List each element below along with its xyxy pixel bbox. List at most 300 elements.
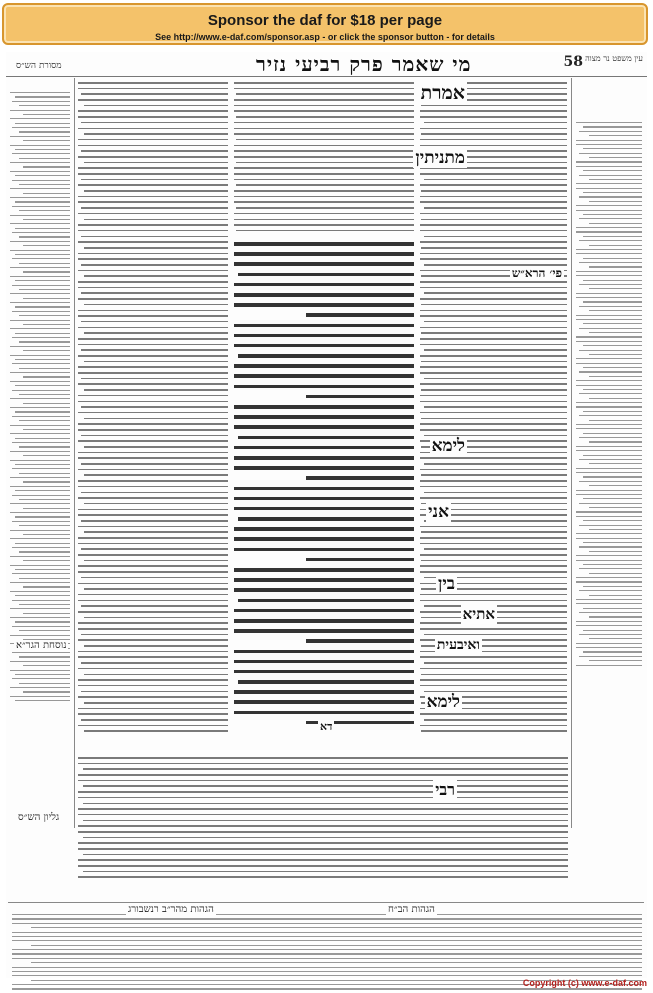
text-line <box>234 619 414 623</box>
text-line <box>12 206 70 207</box>
text-line <box>576 161 642 162</box>
text-line <box>12 936 642 937</box>
text-line <box>576 144 642 145</box>
text-line <box>84 304 228 306</box>
text-line <box>424 349 567 351</box>
text-line <box>78 298 228 300</box>
text-line <box>78 457 228 459</box>
text-line <box>589 616 642 617</box>
text-line <box>81 236 228 238</box>
text-line <box>420 537 567 539</box>
text-line <box>589 638 642 639</box>
text-line <box>83 871 568 873</box>
text-line <box>78 622 228 624</box>
text-line <box>234 385 414 389</box>
text-line <box>15 201 70 202</box>
text-line <box>19 315 70 316</box>
text-line <box>23 298 70 299</box>
text-line <box>234 173 414 175</box>
text-line <box>579 306 642 307</box>
text-line <box>583 608 642 609</box>
text-line <box>78 167 228 169</box>
text-line <box>78 116 228 118</box>
text-line <box>420 372 567 374</box>
text-line <box>234 466 414 470</box>
text-line <box>15 385 70 386</box>
text-line <box>10 556 70 557</box>
text-line <box>83 785 568 787</box>
text-line <box>589 288 642 289</box>
text-line <box>78 213 228 215</box>
text-line <box>424 292 567 294</box>
text-line <box>78 725 228 727</box>
text-line <box>15 490 70 491</box>
text-line <box>576 385 642 386</box>
text-line <box>19 210 70 211</box>
text-line <box>23 481 70 482</box>
text-line <box>420 565 567 567</box>
column-rule <box>571 78 572 828</box>
text-line <box>12 958 642 959</box>
text-line <box>234 88 414 90</box>
dibbur-hamatchil-ani: אני <box>428 502 449 522</box>
text-line <box>10 250 70 251</box>
text-line <box>579 437 642 438</box>
text-line <box>579 131 642 132</box>
dibbur-hamatchil-leima-2: לימא <box>426 692 460 712</box>
text-line <box>576 210 642 211</box>
text-line <box>234 446 414 450</box>
text-line <box>78 825 568 827</box>
text-line <box>78 344 228 346</box>
text-line <box>420 423 567 425</box>
text-line <box>579 459 642 460</box>
text-line <box>81 719 228 721</box>
text-line <box>234 105 414 107</box>
text-line <box>23 114 70 115</box>
text-line <box>234 507 414 511</box>
text-line <box>78 128 228 130</box>
text-line <box>576 625 642 626</box>
text-line <box>10 276 70 277</box>
talmud-page-scan <box>6 52 647 978</box>
text-line <box>420 298 567 300</box>
dibbur-hamatchil-bein: בין <box>438 574 455 594</box>
text-line <box>579 371 642 372</box>
text-line <box>19 446 70 447</box>
text-line <box>10 92 70 93</box>
text-line <box>234 690 414 694</box>
text-line <box>10 136 70 137</box>
text-line <box>234 456 414 460</box>
text-line <box>78 224 228 226</box>
text-line <box>78 859 568 861</box>
text-line <box>19 656 70 657</box>
text-line <box>579 240 642 241</box>
text-line <box>78 184 228 186</box>
text-line <box>78 791 568 793</box>
text-line <box>576 315 642 316</box>
text-line <box>12 932 642 933</box>
text-line <box>15 306 70 307</box>
text-line <box>81 492 228 494</box>
text-line <box>23 613 70 614</box>
text-line <box>576 621 642 622</box>
copyright-notice[interactable]: Copyright (c) www.e-daf.com <box>522 978 647 988</box>
text-line <box>78 281 228 283</box>
text-line <box>15 96 70 97</box>
text-line <box>81 577 228 579</box>
text-line <box>420 526 567 528</box>
text-line <box>19 105 70 106</box>
text-line <box>421 474 567 476</box>
text-line <box>19 263 70 264</box>
text-line <box>15 543 70 544</box>
text-line <box>576 577 642 578</box>
text-line <box>81 378 228 380</box>
text-line <box>12 311 70 312</box>
text-line <box>15 595 70 596</box>
text-line <box>234 711 414 715</box>
text-line <box>234 548 414 552</box>
text-line <box>576 336 642 337</box>
text-line <box>78 543 228 545</box>
text-line <box>78 338 228 340</box>
text-line <box>78 509 228 511</box>
text-line <box>78 412 228 414</box>
text-line <box>583 323 642 324</box>
text-line <box>234 167 414 169</box>
text-line <box>306 558 414 562</box>
text-line <box>10 346 70 347</box>
text-line <box>420 685 567 687</box>
text-line <box>576 406 642 407</box>
page-number: 58 <box>563 54 583 70</box>
text-line <box>78 774 568 776</box>
text-line <box>583 148 642 149</box>
text-line <box>234 374 414 378</box>
text-line <box>10 425 70 426</box>
text-line <box>234 293 414 297</box>
text-line <box>10 223 70 224</box>
text-line <box>576 643 642 644</box>
text-line <box>10 538 70 539</box>
text-line <box>576 647 642 648</box>
text-line <box>78 139 228 141</box>
text-line <box>234 128 414 130</box>
text-line <box>420 355 567 357</box>
text-line <box>234 568 414 572</box>
text-line <box>234 670 414 674</box>
text-line <box>576 380 642 381</box>
text-line <box>10 670 70 671</box>
text-line <box>589 135 642 136</box>
text-line <box>19 551 70 552</box>
hagahot-maharab-heading: הגהות מהר״ב רנשבורג <box>128 904 214 915</box>
text-line <box>576 599 642 600</box>
text-line <box>10 503 70 504</box>
text-line <box>424 463 567 465</box>
pi-harosh-heading: פי׳ הרא״ש <box>511 266 562 280</box>
text-line <box>234 262 414 266</box>
text-line <box>84 332 228 334</box>
text-line <box>10 355 70 356</box>
text-line <box>234 537 414 541</box>
text-line <box>589 179 642 180</box>
text-line <box>12 232 70 233</box>
text-line <box>583 564 642 565</box>
text-line <box>420 173 567 175</box>
text-line <box>576 581 642 582</box>
text-line <box>420 366 567 368</box>
text-line <box>81 605 228 607</box>
text-line <box>81 292 228 294</box>
text-line <box>576 494 642 495</box>
text-line <box>78 440 228 442</box>
text-line <box>84 702 228 704</box>
text-line <box>78 651 228 653</box>
text-line <box>15 621 70 622</box>
text-line <box>579 634 642 635</box>
text-line <box>78 173 228 175</box>
text-line <box>583 126 642 127</box>
text-line <box>576 275 642 276</box>
text-line <box>15 700 70 701</box>
text-line <box>238 599 414 603</box>
text-line <box>234 242 414 246</box>
text-line <box>19 525 70 526</box>
text-line <box>10 320 70 321</box>
text-line <box>238 436 414 440</box>
text-line <box>576 166 642 167</box>
text-line <box>83 768 568 770</box>
text-line <box>420 315 567 317</box>
text-line <box>583 389 642 390</box>
text-line <box>78 685 228 687</box>
text-line <box>420 486 567 488</box>
text-line <box>234 660 414 664</box>
text-line <box>420 412 567 414</box>
text-line <box>576 511 642 512</box>
text-line <box>12 652 70 653</box>
text-line <box>12 918 642 919</box>
text-line <box>19 473 70 474</box>
gilyon-hashas-heading: גליון הש״ס <box>18 812 60 823</box>
text-line <box>78 486 228 488</box>
text-line <box>10 328 70 329</box>
text-line <box>15 123 70 124</box>
text-line <box>78 372 228 374</box>
text-line <box>576 122 642 123</box>
text-line <box>19 499 70 500</box>
text-line <box>10 451 70 452</box>
text-line <box>579 262 642 263</box>
text-line <box>84 247 228 249</box>
page-header <box>6 52 647 77</box>
text-line <box>421 219 567 221</box>
text-line <box>78 797 568 799</box>
text-line <box>234 201 414 203</box>
text-line <box>420 457 567 459</box>
text-line <box>19 289 70 290</box>
text-line <box>84 361 228 363</box>
dibbur-hamatchil-atia: אתיא <box>462 605 495 623</box>
text-line <box>589 354 642 355</box>
text-line <box>19 683 70 684</box>
text-line <box>424 122 567 124</box>
text-line <box>589 441 642 442</box>
text-line <box>420 395 567 397</box>
text-line <box>78 679 228 681</box>
text-line <box>421 332 567 334</box>
text-line <box>81 321 228 323</box>
text-line <box>234 283 414 287</box>
text-line <box>84 503 228 505</box>
text-line <box>576 560 642 561</box>
text-line <box>10 398 70 399</box>
text-line <box>78 696 228 698</box>
sponsor-title[interactable]: Sponsor the daf for $18 per page <box>207 12 443 29</box>
text-line <box>579 503 642 504</box>
text-line <box>583 520 642 521</box>
text-line <box>234 196 414 198</box>
text-line <box>12 953 642 954</box>
text-line <box>420 139 567 141</box>
text-line <box>420 469 567 471</box>
text-line <box>31 962 642 963</box>
text-line <box>234 122 414 124</box>
text-line <box>78 480 228 482</box>
text-line <box>78 429 228 431</box>
text-line <box>234 415 414 419</box>
text-line <box>576 183 642 184</box>
text-line <box>576 468 642 469</box>
sponsor-banner[interactable] <box>2 3 648 45</box>
text-line <box>10 591 70 592</box>
text-line <box>579 481 642 482</box>
text-line <box>23 219 70 220</box>
text-line <box>424 406 567 408</box>
text-line <box>420 184 567 186</box>
text-line <box>589 310 642 311</box>
text-line <box>23 140 70 141</box>
text-line <box>576 249 642 250</box>
text-line <box>420 110 567 112</box>
top-commentary <box>234 82 414 236</box>
text-line <box>81 150 228 152</box>
text-line <box>84 275 228 277</box>
text-line <box>234 344 414 348</box>
text-line <box>31 945 642 946</box>
text-line <box>236 184 414 186</box>
text-line <box>576 490 642 491</box>
text-line <box>420 594 567 596</box>
text-line <box>15 516 70 517</box>
text-line <box>12 975 642 976</box>
text-line <box>420 281 567 283</box>
text-line <box>579 612 642 613</box>
text-line <box>23 455 70 456</box>
text-line <box>236 230 414 232</box>
text-line <box>84 645 228 647</box>
text-line <box>236 93 414 95</box>
dibbur-hamatchil-rabi: רבי <box>435 780 455 799</box>
text-line <box>10 486 70 487</box>
text-line <box>12 442 70 443</box>
text-line <box>78 708 228 710</box>
text-line <box>78 287 228 289</box>
text-line <box>78 452 228 454</box>
text-line <box>236 207 414 209</box>
text-line <box>583 170 642 171</box>
text-line <box>579 656 642 657</box>
text-line <box>579 590 642 591</box>
text-line <box>23 271 70 272</box>
text-line <box>78 763 568 765</box>
text-line <box>10 171 70 172</box>
text-line <box>10 118 70 119</box>
chapter-title: מי שאמר פרק רביעי נזיר <box>256 52 472 76</box>
column-rule <box>74 78 75 828</box>
text-line <box>576 231 642 232</box>
text-line <box>83 803 568 805</box>
text-line <box>78 401 228 403</box>
text-line <box>78 831 568 833</box>
text-line <box>234 324 414 328</box>
text-line <box>10 608 70 609</box>
text-line <box>579 415 642 416</box>
text-line <box>23 665 70 666</box>
text-line <box>10 162 70 163</box>
sponsor-subtitle[interactable]: See http://www.e-daf.com/sponsor.asp - or click the sponsor button - for details <box>155 32 495 42</box>
text-line <box>23 429 70 430</box>
text-line <box>234 425 414 429</box>
text-line <box>12 967 642 968</box>
text-line <box>12 600 70 601</box>
text-line <box>234 405 414 409</box>
text-line <box>10 372 70 373</box>
text-line <box>78 514 228 516</box>
text-line <box>589 507 642 508</box>
text-line <box>421 190 567 192</box>
text-line <box>579 218 642 219</box>
text-line <box>78 814 568 816</box>
text-line <box>420 656 567 658</box>
text-line <box>236 162 414 164</box>
text-line <box>421 560 567 562</box>
text-line <box>234 334 414 338</box>
text-line <box>579 393 642 394</box>
text-line <box>78 258 228 260</box>
text-line <box>576 402 642 403</box>
text-line <box>81 122 228 124</box>
text-line <box>234 487 414 491</box>
text-line <box>78 497 228 499</box>
dibbur-hamatchil-amart: אמרת <box>420 82 465 104</box>
text-line <box>306 639 414 643</box>
text-line <box>583 630 642 631</box>
text-line <box>424 378 567 380</box>
text-line <box>576 253 642 254</box>
text-line <box>78 668 228 670</box>
text-line <box>234 224 414 226</box>
text-line <box>420 128 567 130</box>
text-line <box>579 328 642 329</box>
lower-commentary <box>78 757 568 882</box>
text-line <box>78 270 228 272</box>
text-line <box>78 423 228 425</box>
text-line <box>234 133 414 135</box>
